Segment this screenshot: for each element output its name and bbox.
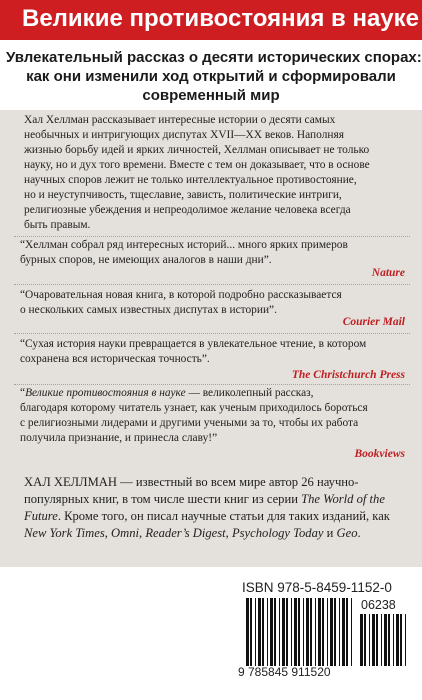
barcode-bar: [267, 598, 268, 666]
subtitle-line: как они изменили ход открытий и сформировали: [26, 68, 396, 85]
barcode-bar: [346, 598, 348, 666]
barcode-bar: [310, 598, 312, 666]
review-line: “Великие противостояния в науке — великолепный рассказ,: [20, 387, 314, 399]
barcode-bar: [327, 598, 328, 666]
barcode-bar: [258, 598, 261, 666]
barcode-bar: [298, 598, 300, 666]
review-source: Bookviews: [354, 448, 405, 460]
dotted-divider: [14, 284, 410, 285]
review-line: с религиозными лидерами и другими учеными за то, чтобы их работа: [20, 417, 359, 429]
barcode-bar: [360, 614, 363, 666]
author-bio-line: популярных книг, в том числе шести книг из серии The World of the: [24, 492, 385, 506]
barcode-bar: [306, 598, 309, 666]
barcode-bar: [339, 598, 340, 666]
barcode-bar: [376, 614, 378, 666]
barcode-bar: [291, 598, 292, 666]
barcode-bar: [274, 598, 276, 666]
barcode-bar: [250, 598, 252, 666]
barcode-bar: [372, 614, 375, 666]
title-banner: [0, 0, 422, 40]
barcode-bar: [303, 598, 304, 666]
dotted-divider: [14, 384, 410, 385]
review-source: Nature: [371, 267, 405, 279]
review-line: о нескольких самых известных диспутах в истории”.: [20, 304, 277, 316]
barcode-bar: [342, 598, 345, 666]
barcode-bar: [381, 614, 382, 666]
author-bio-line: Future. Кроме того, он писал научные статьи для таких изданий, как: [24, 509, 390, 523]
review-book-title: Великие противостояния в науке: [25, 387, 186, 399]
review-line: получила признание, и принесла славу!”: [20, 432, 218, 444]
intro-line: науку, но и дух того времени. Вместе с тем он доказывает, что в основе: [24, 159, 370, 171]
description-panel: [0, 110, 422, 567]
barcode-bar: [351, 598, 352, 666]
isbn-barcode: [238, 580, 408, 680]
author-bio-line: New York Times, Omni, Reader’s Digest, Psychology Today и Geo.: [24, 526, 361, 540]
review-source: The Christchurch Press: [291, 369, 405, 381]
subtitle-line: современный мир: [142, 87, 280, 104]
barcode-bar: [322, 598, 324, 666]
barcode-bar: [330, 598, 333, 666]
barcode-bar: [369, 614, 370, 666]
book-title: Великие противостояния в науке: [22, 5, 419, 32]
dotted-divider: [14, 236, 410, 237]
barcode-bar: [246, 598, 249, 666]
review-line: сохранена вся историческая точность”.: [20, 353, 210, 365]
barcode-bar: [334, 598, 336, 666]
intro-line: быть правым.: [24, 219, 91, 231]
subtitle: [6, 48, 422, 105]
intro-line: но и неуступчивость, тщеславие, зависть, политические интриги,: [24, 189, 342, 201]
barcode-bar: [388, 614, 390, 666]
intro-line: религиозные убеждения и непреодолимое желание человека всегда: [24, 204, 351, 216]
barcode-bar: [315, 598, 316, 666]
barcode-bar: [270, 598, 273, 666]
barcode-bar: [393, 614, 394, 666]
barcode-bar: [396, 614, 399, 666]
barcode-bar: [262, 598, 264, 666]
review-line: “Очаровательная новая книга, в которой подробно рассказывается: [20, 289, 342, 301]
intro-line: жизнью борьбу идей и ярких личностей, Хеллман описывает не только: [24, 144, 370, 156]
review-line: благодаря которому читатель узнает, как ученым приходилось бороться: [20, 402, 368, 414]
barcode-bar: [294, 598, 297, 666]
review-line: бурных споров, не имеющих аналогов в наши дни”.: [20, 254, 272, 266]
barcode-bar: [384, 614, 387, 666]
review-line: “Сухая история науки превращается в увлекательное чтение, в котором: [20, 338, 367, 350]
intro-line: научных споров лежит не только интеллектуальное противостояние,: [24, 174, 357, 186]
intro-line: Хал Хеллман рассказывает интересные истории о десяти самых: [24, 114, 336, 126]
barcode-bar: [400, 614, 402, 666]
intro-line: необычных и интригующих диспутах XVII—XX веков. Наполняя: [24, 129, 344, 141]
barcode-bar: [282, 598, 285, 666]
barcode-bar: [364, 614, 366, 666]
isbn-number: ISBN 978-5-8459-1152-0: [242, 580, 392, 595]
review-line: “Хеллман собрал ряд интересных историй... много ярких примеров: [20, 239, 348, 251]
barcode-bar: [286, 598, 288, 666]
dotted-divider: [14, 333, 410, 334]
review-source: Courier Mail: [342, 316, 405, 328]
subtitle-line: Увлекательный рассказ о десяти исторических спорах:: [6, 49, 422, 66]
barcode-bar: [279, 598, 280, 666]
barcode-addon-digits: 06238: [361, 598, 396, 612]
barcode-bar: [318, 598, 321, 666]
barcode-bar: [405, 614, 406, 666]
barcode-bar: [255, 598, 256, 666]
barcode-ean-digits: 9 785845 911520: [238, 665, 331, 679]
author-bio-line: ХАЛ ХЕЛЛМАН — известный во всем мире автор 26 научно-: [24, 475, 359, 489]
